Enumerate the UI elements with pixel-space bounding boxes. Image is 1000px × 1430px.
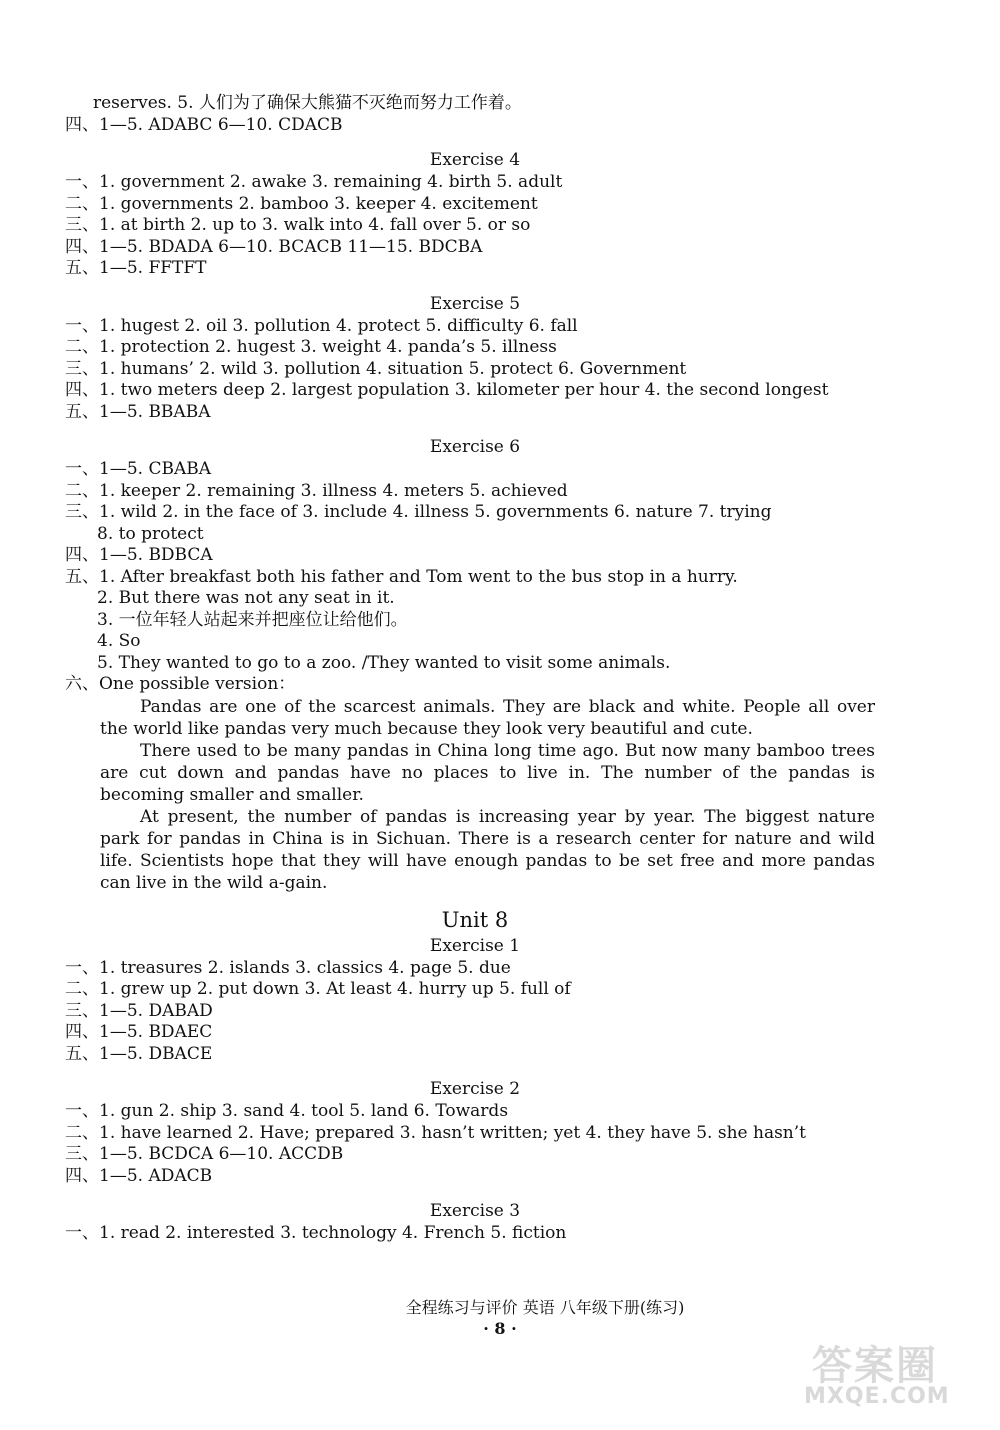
answer-line: reserves. 5. 人们为了确保大熊猫不灭绝而努力工作着。: [93, 93, 522, 113]
answer-line: 三、1—5. DABAD: [65, 1000, 213, 1021]
answer-line: 5. They wanted to go to a zoo. /They wanted to visit some animals.: [97, 652, 671, 673]
answer-line: 四、1—5. ADACB: [65, 1165, 213, 1186]
unit-title: Unit 8: [441, 907, 509, 932]
answer-line: 一、1. gun 2. ship 3. sand 4. tool 5. land 6. Towards: [65, 1101, 509, 1121]
answer-line: 一、1. treasures 2. islands 3. classics 4. page 5. due: [65, 957, 511, 978]
essay-text: There used to be many pandas in China long time ago. But now many bamboo trees are cut down and pandas have no places to live in. The number of the pandas is becoming smaller and smaller.: [100, 740, 875, 805]
answer-line: 二、1. grew up 2. put down 3. At least 4. hurry up 5. full of: [65, 979, 571, 999]
watermark-logo: [802, 1334, 972, 1412]
exercise-heading: Exercise 4: [429, 150, 521, 170]
answer-line: 三、1. humans’ 2. wild 3. pollution 4. situation 5. protect 6. Government: [65, 358, 687, 379]
answer-line: 六、One possible version：: [65, 674, 296, 694]
answer-line: 2. But there was not any seat in it.: [97, 588, 395, 608]
answer-line: 四、1—5. BDBCA: [65, 545, 213, 565]
page-number: · 8 ·: [483, 1319, 517, 1338]
answer-content: [65, 93, 885, 1245]
answer-line: 四、1—5. BDAEC: [65, 1022, 213, 1042]
answer-line: 三、1—5. BCDCA 6—10. ACCDB: [65, 1144, 344, 1164]
answer-line: 三、1. at birth 2. up to 3. walk into 4. fall over 5. or so: [65, 215, 531, 235]
answer-line: 四、1—5. ADABC 6—10. CDACB: [65, 114, 343, 135]
answer-line: 二、1. have learned 2. Have; prepared 3. hasn’t written; yet 4. they have 5. she hasn’t: [65, 1122, 806, 1143]
answer-line: 四、1—5. BDADA 6—10. BCACB 11—15. BDCBA: [65, 236, 483, 257]
exercise-heading: Exercise 1: [429, 935, 521, 956]
exercise-heading: Exercise 5: [429, 293, 521, 314]
answer-line: 二、1. governments 2. bamboo 3. keeper 4. excitement: [65, 193, 538, 214]
answer-line: 五、1. After breakfast both his father and Tom went to the bus stop in a hurry.: [65, 566, 738, 587]
essay-text: At present, the number of pandas is increasing year by year. The biggest nature park for pandas in China is in Sichuan. There is a research center for nature and wild life. Scientists hope that they will have enough pandas to be set free and more pandas can live in the wild a-gain.: [100, 806, 875, 893]
answer-line: 4. So: [97, 631, 141, 651]
answer-line: 五、1—5. DBACE: [65, 1043, 213, 1064]
answer-line: 一、1. read 2. interested 3. technology 4. French 5. fiction: [65, 1223, 567, 1243]
answer-line: 一、1. government 2. awake 3. remaining 4. birth 5. adult: [65, 172, 563, 192]
watermark-site: MXQE.COM: [804, 1384, 950, 1409]
answer-line: 五、1—5. FFTFT: [65, 258, 207, 278]
exercise-heading: Exercise 6: [429, 437, 521, 457]
answer-line: 3. 一位年轻人站起来并把座位让给他们。: [97, 609, 408, 630]
watermark-brand: 答案圈: [812, 1343, 938, 1389]
essay-paragraph: [65, 806, 875, 894]
answer-line: 8. to protect: [97, 523, 204, 544]
essay-text: Pandas are one of the scarcest animals. They are black and white. People all over the world like pandas very much because they look very beautiful and cute.: [100, 696, 875, 739]
essay-paragraph: [65, 740, 875, 806]
essay-paragraph: [65, 696, 875, 740]
answer-line: 二、1. keeper 2. remaining 3. illness 4. meters 5. achieved: [65, 480, 568, 501]
exercise-heading: Exercise 2: [429, 1079, 521, 1099]
answer-line: 二、1. protection 2. hugest 3. weight 4. panda’s 5. illness: [65, 337, 557, 357]
answer-line: 四、1. two meters deep 2. largest population 3. kilometer per hour 4. the second longest: [65, 380, 829, 400]
answer-line: 三、1. wild 2. in the face of 3. include 4. illness 5. governments 6. nature 7. trying: [65, 502, 772, 522]
answer-line: 一、1. hugest 2. oil 3. pollution 4. protect 5. difficulty 6. fall: [65, 315, 578, 336]
answer-line: 五、1—5. BBABA: [65, 401, 211, 422]
book-title-footer: 全程练习与评价 英语 八年级下册(练习): [405, 1298, 685, 1317]
answer-line: 一、1—5. CBABA: [65, 459, 211, 479]
exercise-heading: Exercise 3: [429, 1201, 521, 1221]
